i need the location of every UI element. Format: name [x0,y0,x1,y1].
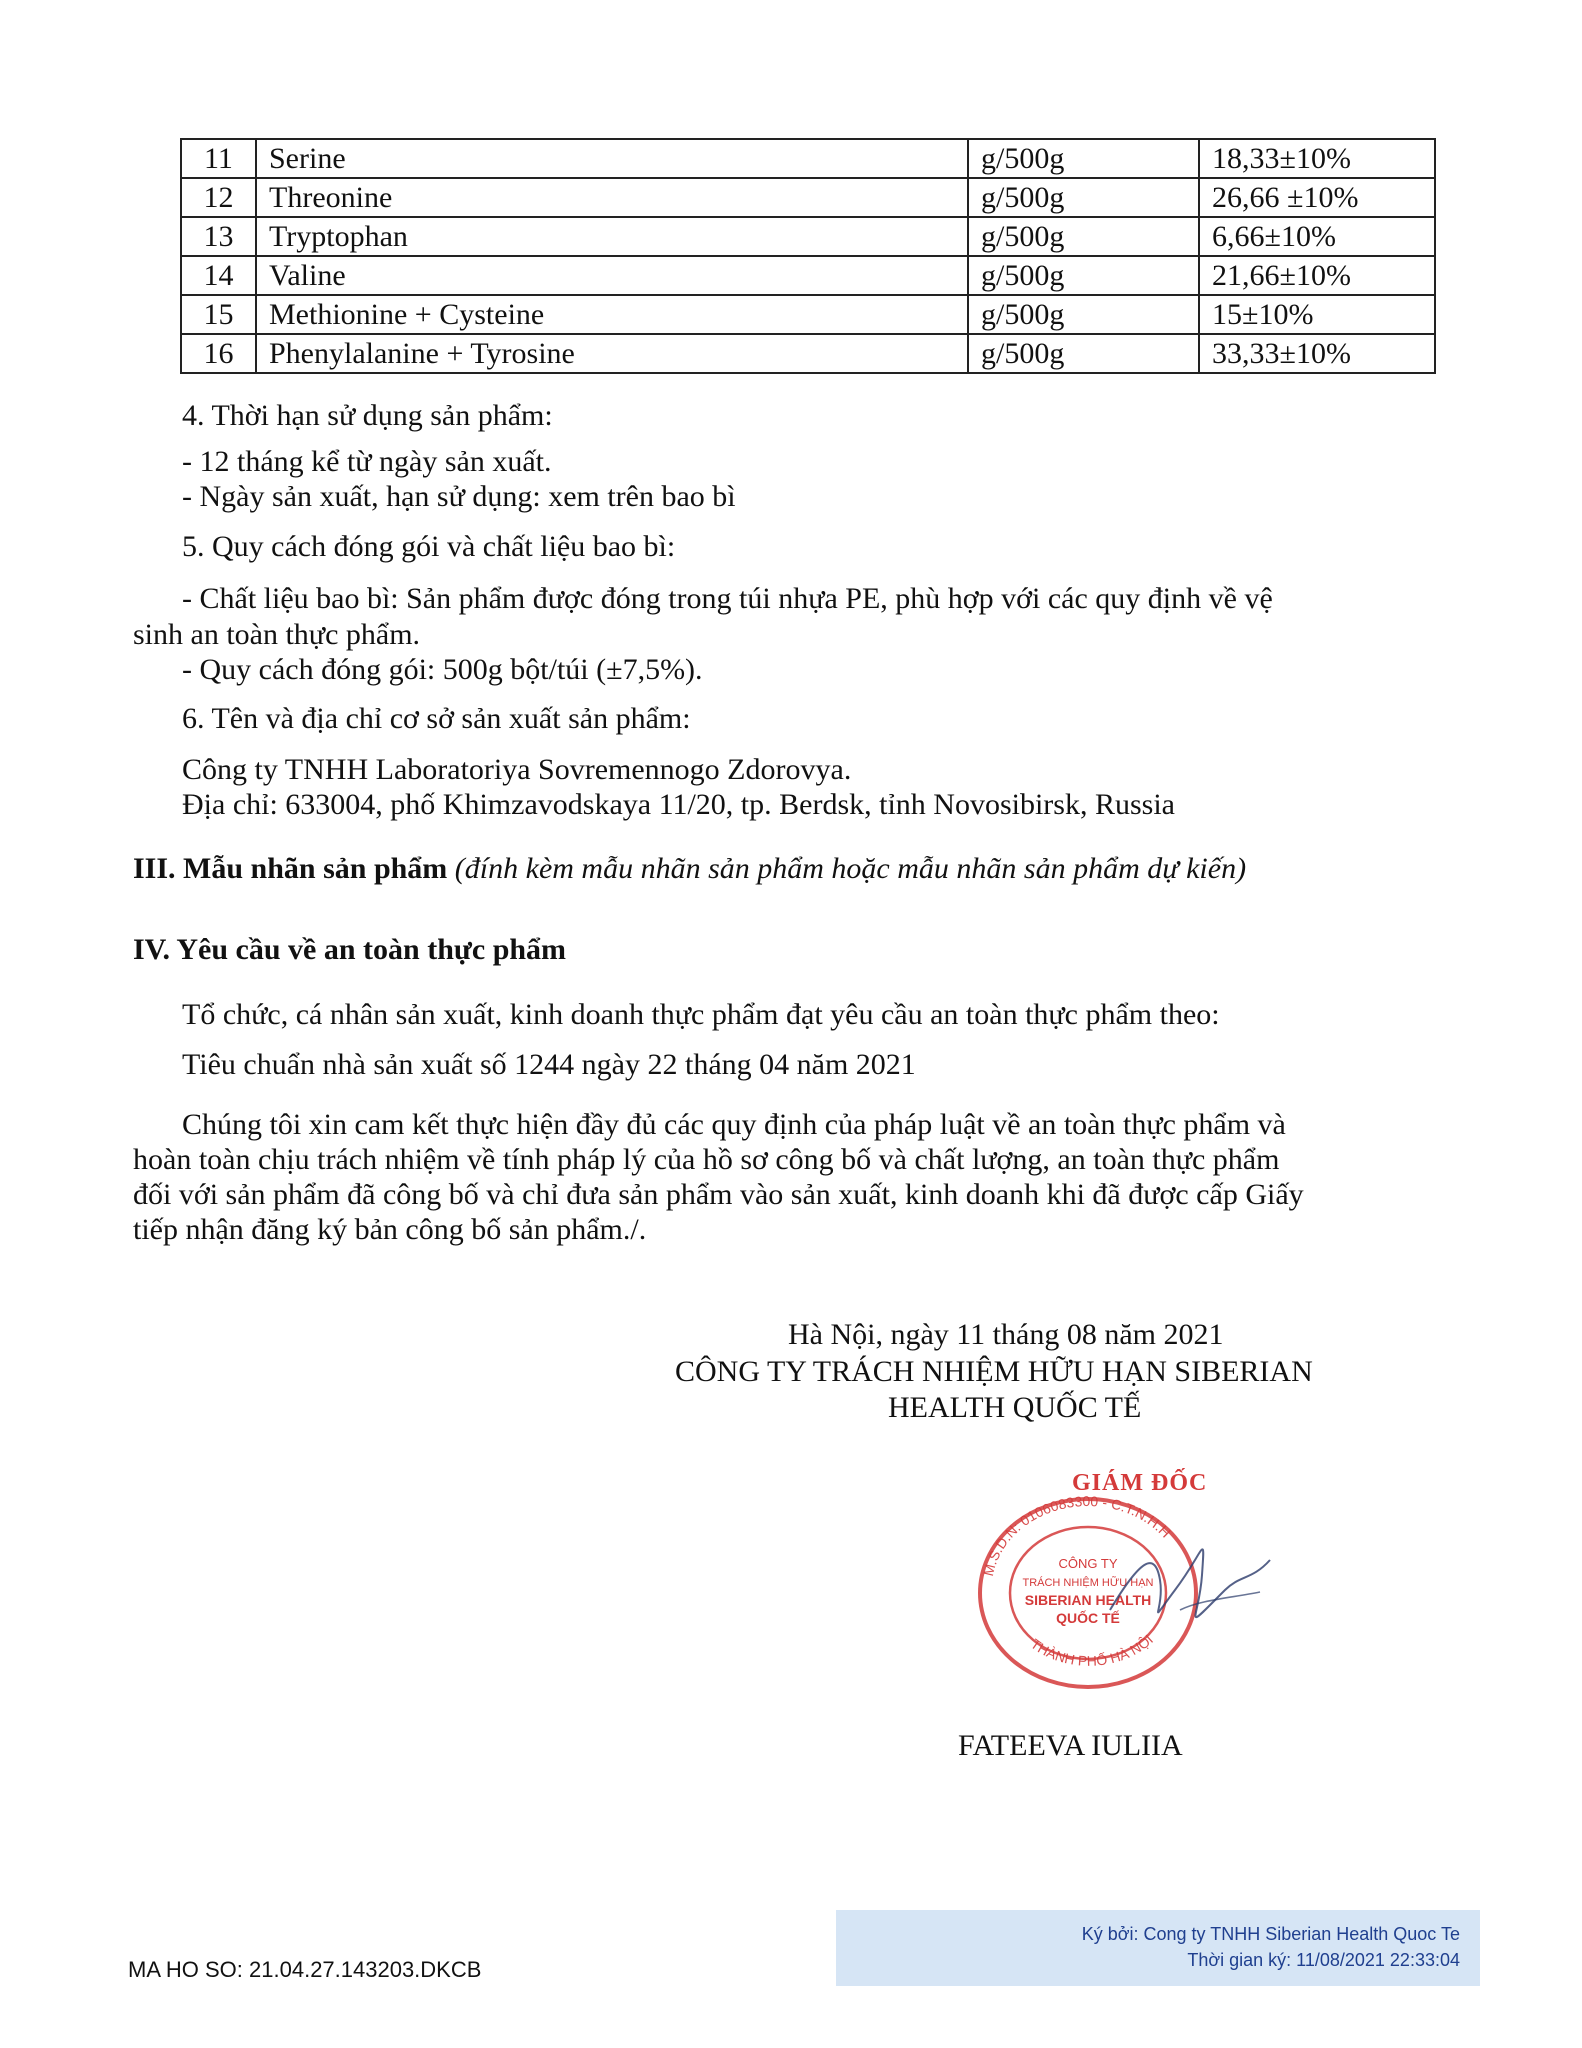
digital-signature-box [836,1910,1480,1986]
section-6-heading: 6. Tên và địa chỉ cơ sở sản xuất sản phẩm: [182,702,691,735]
amino-acid-name: Serine [256,139,968,178]
place-date: Hà Nội, ngày 11 tháng 08 năm 2021 [788,1318,1224,1351]
svg-text:CÔNG TY: CÔNG TY [1058,1556,1118,1571]
section-4-heading: 4. Thời hạn sử dụng sản phẩm: [182,399,553,432]
packaging-material-line: - Chất liệu bao bì: Sản phẩm được đóng trong túi nhựa PE, phù hợp với các quy định về vệ [182,582,1273,615]
svg-text:M.S.D.N: 0106083300 - C.T.N.H.: M.S.D.N: 0106083300 - C.T.N.H.H [980,1492,1174,1578]
packaging-material-cont: sinh an toàn thực phẩm. [133,618,421,651]
table-row [181,295,1435,334]
amino-acid-name: Phenylalanine + Tyrosine [256,334,968,373]
company-name-line-1: CÔNG TY TRÁCH NHIỆM HỮU HẠN SIBERIAN [675,1355,1313,1388]
value-cell: 33,33±10% [1199,334,1435,373]
unit-cell: g/500g [968,334,1199,373]
manufacturer-address: Địa chỉ: 633004, phố Khimzavodskaya 11/20, tp. Berdsk, tỉnh Novosibirsk, Russia [182,788,1175,821]
manufacturer-name: Công ty TNHH Laboratoriya Sovremennogo Zdorovya. [182,753,852,786]
shelf-life-line: - 12 tháng kể từ ngày sản xuất. [182,445,552,478]
value-cell: 21,66±10% [1199,256,1435,295]
value-cell: 18,33±10% [1199,139,1435,178]
packaging-spec-line: - Quy cách đóng gói: 500g bột/túi (±7,5%). [182,653,703,686]
amino-acid-name: Valine [256,256,968,295]
value-cell: 26,66 ±10% [1199,178,1435,217]
section-iv-title: IV. Yêu cầu về an toàn thực phẩm [133,933,567,966]
unit-cell: g/500g [968,139,1199,178]
section-iii-heading [133,852,1246,886]
safety-requirement-line: Tổ chức, cá nhân sản xuất, kinh doanh thực phẩm đạt yêu cầu an toàn thực phẩm theo: [182,998,1220,1031]
section-5-heading: 5. Quy cách đóng gói và chất liệu bao bì: [182,530,676,563]
commitment-line-3: đối với sản phẩm đã công bố và chỉ đưa sản phẩm vào sản xuất, kinh doanh khi đã được cấp Giấy [133,1178,1304,1211]
row-number: 15 [181,295,256,334]
seal-icon [940,1470,1340,1705]
commitment-line-1: Chúng tôi xin cam kết thực hiện đầy đủ các quy định của pháp luật về an toàn thực phẩm và [182,1108,1286,1141]
svg-text:TRÁCH NHIỆM HỮU HẠN: TRÁCH NHIỆM HỮU HẠN [1022,1577,1154,1589]
row-number: 13 [181,217,256,256]
value-cell: 15±10% [1199,295,1435,334]
signed-time: Thời gian ký: 11/08/2021 22:33:04 [1187,1950,1460,1970]
table-row [181,217,1435,256]
company-name-line-2: HEALTH QUỐC TẾ [888,1391,1142,1424]
row-number: 12 [181,178,256,217]
director-title: GIÁM ĐỐC [1072,1470,1208,1496]
row-number: 11 [181,139,256,178]
table-row [181,256,1435,295]
table-row [181,139,1435,178]
signed-by: Ký bởi: Cong ty TNHH Siberian Health Quoc Te [1081,1924,1460,1944]
section-iii-title: III. Mẫu nhãn sản phẩm [133,852,448,885]
amino-acid-name: Methionine + Cysteine [256,295,968,334]
row-number: 14 [181,256,256,295]
date-info-line: - Ngày sản xuất, hạn sử dụng: xem trên bao bì [182,480,736,513]
section-iii-note: (đính kèm mẫu nhãn sản phẩm hoặc mẫu nhãn sản phẩm dự kiến) [454,852,1247,885]
table-row [181,178,1435,217]
row-number: 16 [181,334,256,373]
unit-cell: g/500g [968,217,1199,256]
value-cell: 6,66±10% [1199,217,1435,256]
commitment-line-2: hoàn toàn chịu trách nhiệm về tính pháp lý của hồ sơ công bố và chất lượng, an toàn thực phẩm [133,1143,1280,1176]
svg-text:SIBERIAN HEALTH: SIBERIAN HEALTH [1024,1592,1152,1608]
amino-acid-name: Tryptophan [256,217,968,256]
standard-line: Tiêu chuẩn nhà sản xuất số 1244 ngày 22 tháng 04 năm 2021 [182,1048,916,1081]
unit-cell: g/500g [968,256,1199,295]
table-row [181,334,1435,373]
amino-acid-name: Threonine [256,178,968,217]
company-seal [940,1470,1340,1705]
amino-acid-table [180,138,1436,374]
unit-cell: g/500g [968,295,1199,334]
file-code: MA HO SO: 21.04.27.143203.DKCB [128,1957,482,1982]
svg-text:QUỐC TẾ: QUỐC TẾ [1056,1610,1120,1626]
director-name: FATEEVA IULIIA [958,1729,1183,1762]
commitment-line-4: tiếp nhận đăng ký bản công bố sản phẩm./. [133,1213,647,1246]
svg-text:THÀNH PHỐ HÀ NỘI: THÀNH PHỐ HÀ NỘI [1027,1631,1156,1669]
unit-cell: g/500g [968,178,1199,217]
